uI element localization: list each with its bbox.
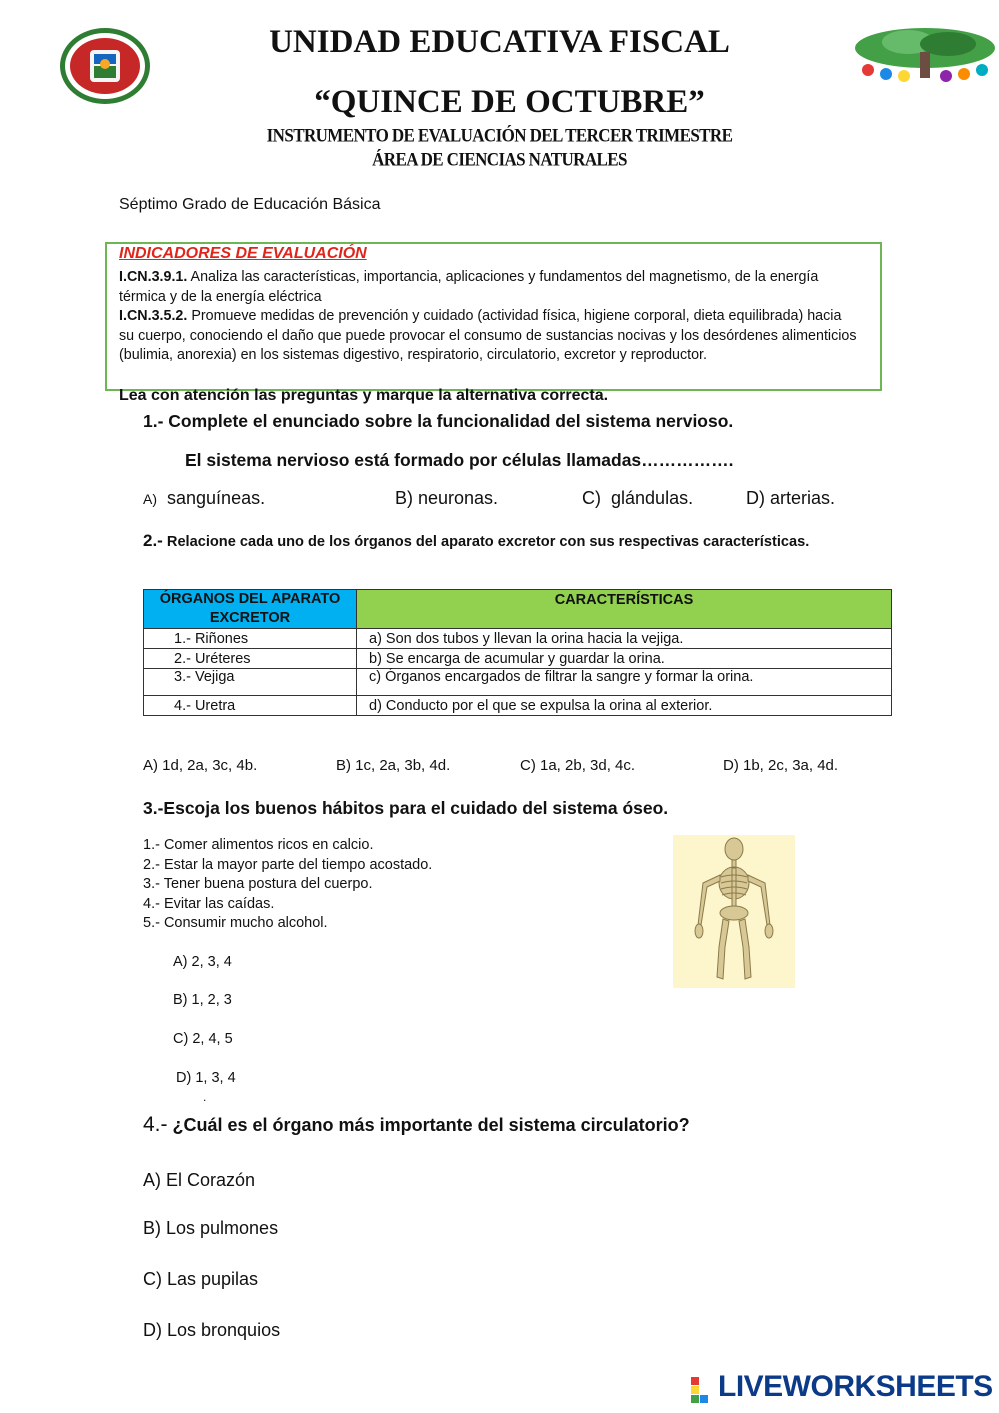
q2-option-a[interactable]: A) 1d, 2a, 3c, 4b. (143, 757, 258, 774)
q1-statement: El sistema nervioso está formado por células llamadas……………. (185, 450, 734, 470)
q4-number: 4.- (143, 1113, 168, 1136)
q4-option-b[interactable]: B) Los pulmones (143, 1218, 279, 1238)
q4-option-c[interactable]: C) Las pupilas (143, 1269, 259, 1289)
organ-cell: 3.- Vejiga (144, 669, 357, 696)
q3-option-b[interactable]: B) 1, 2, 3 (173, 992, 232, 1008)
q1-option-a-text: sanguíneas. (167, 488, 266, 508)
table-header-organs: ÓRGANOS DEL APARATO EXCRETOR (144, 590, 357, 629)
q3-prompt: 3.-Escoja los buenos hábitos para el cuidado del sistema óseo. (143, 798, 669, 818)
instrument-title: INSTRUMENTO DE EVALUACIÓN DEL TERCER TRIMESTRE (266, 124, 733, 147)
list-item: 5.- Consumir mucho alcohol. (143, 915, 328, 931)
q1-option-d[interactable]: D) arterias. (746, 488, 836, 508)
liveworksheets-logo-icon (689, 1375, 717, 1403)
liveworksheets-brand[interactable]: LIVEWORKSHEETS (718, 1370, 993, 1403)
q1-option-b[interactable]: B) neuronas. (395, 488, 499, 508)
q4-option-d[interactable]: D) Los bronquios (143, 1320, 281, 1340)
instruction: Lea con atención las preguntas y marque la alternativa correcta. (119, 387, 609, 404)
list-item: 1.- Comer alimentos ricos en calcio. (143, 837, 374, 853)
table-row (144, 696, 892, 716)
q3-option-d[interactable]: D) 1, 3, 4 (176, 1070, 236, 1086)
q2-option-c[interactable]: C) 1a, 2b, 3d, 4c. (520, 757, 636, 774)
school-name-line1: UNIDAD EDUCATIVA FISCAL (269, 24, 730, 60)
area-title: ÁREA DE CIENCIAS NATURALES (372, 148, 627, 171)
q3-option-c[interactable]: C) 2, 4, 5 (173, 1031, 233, 1047)
trait-cell: d) Conducto por el que se expulsa la orina al exterior. (357, 696, 892, 716)
trait-cell: a) Son dos tubos y llevan la orina hacia la vejiga. (357, 629, 892, 649)
q3-habit-list (143, 836, 432, 934)
q4-prompt-text: ¿Cuál es el órgano más importante del sistema circulatorio? (167, 1115, 690, 1135)
q4-prompt (143, 1113, 690, 1137)
indicator-2-text: Promueve medidas de prevención y cuidado (actividad física, higiene corporal, dieta equilibrada) hacia su cuerpo, conociendo el daño que puede provocar el consumo de sustancias nocivas y los desórdenes alimenticios (bulimia, anorexia) en los sistemas digestivo, respiratorio, circulatorio, excretor y reproductor. (119, 308, 857, 363)
table-row (144, 649, 892, 669)
q2-number: 2.- (143, 531, 163, 550)
school-name-line2: “QUINCE DE OCTUBRE” (314, 84, 705, 120)
q2-prompt (143, 530, 823, 553)
grade-label: Séptimo Grado de Educación Básica (119, 196, 381, 213)
trait-cell: c) Órganos encargados de filtrar la sangre y formar la orina. (357, 669, 892, 696)
q1-option-a-letter: A) (143, 491, 157, 507)
trait-cell: b) Se encarga de acumular y guardar la orina. (357, 649, 892, 669)
q1-option-c[interactable] (582, 488, 693, 509)
indicators-text (119, 268, 859, 366)
indicators-title: INDICADORES DE EVALUACIÓN (119, 245, 367, 262)
indicator-1-code: I.CN.3.9.1. (119, 269, 188, 285)
q1-option-c-text: glándulas. (611, 488, 694, 508)
list-item: 3.- Tener buena postura del cuerpo. (143, 876, 373, 892)
q4-option-a[interactable]: A) El Corazón (143, 1170, 256, 1190)
list-item: 2.- Estar la mayor parte del tiempo acostado. (143, 856, 433, 873)
table-row (144, 629, 892, 649)
q2-option-b[interactable]: B) 1c, 2a, 3b, 4d. (336, 757, 451, 774)
q2-option-d[interactable]: D) 1b, 2c, 3a, 4d. (723, 757, 839, 774)
q3-option-a[interactable]: A) 2, 3, 4 (173, 954, 232, 970)
q1-option-a[interactable] (143, 488, 265, 509)
q1-option-c-letter: C) (582, 488, 601, 508)
table-row (144, 669, 892, 696)
q2-prompt-text: Relacione cada uno de los órganos del aparato excretor con sus respectivas características. (162, 534, 810, 550)
organ-cell: 1.- Riñones (144, 629, 357, 649)
list-item: 4.- Evitar las caídas. (143, 895, 275, 912)
organ-cell: 2.- Uréteres (144, 649, 357, 669)
table-header-traits: CARACTERÍSTICAS (357, 590, 892, 629)
indicator-2-code: I.CN.3.5.2. (119, 308, 188, 324)
stray-dot: . (203, 1090, 207, 1104)
skeleton-image (673, 835, 795, 988)
q1-prompt: 1.- Complete el enunciado sobre la funcionalidad del sistema nervioso. (143, 411, 734, 431)
excretory-table (143, 589, 892, 716)
organ-cell: 4.- Uretra (144, 696, 357, 716)
indicator-1-text: Analiza las características, importancia, aplicaciones y fundamentos del magnetismo, de la energía térmica y de la energía eléctrica (119, 269, 819, 305)
